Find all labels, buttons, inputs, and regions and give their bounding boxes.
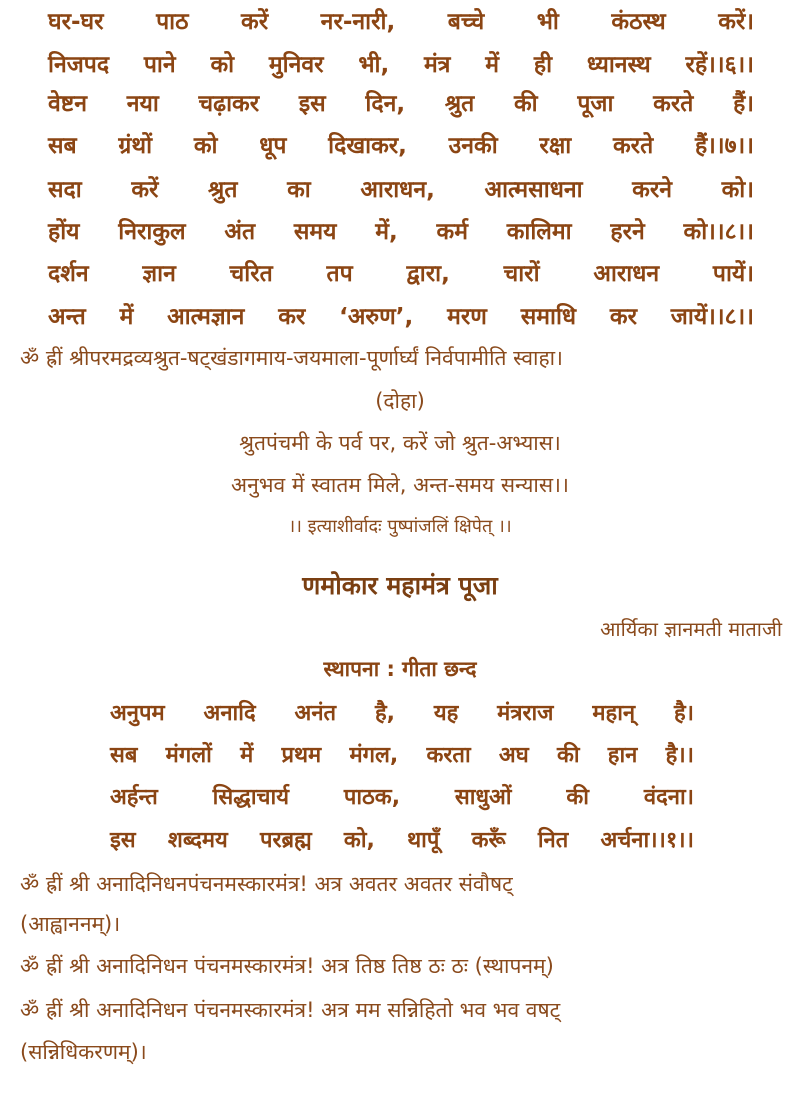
stanza-top-line-6: होंय निराकुल अंत समय में, कर्म कालिमा हरने को।।८।।	[48, 219, 754, 245]
ashirvad-line: ।। इत्याशीर्वादः पुष्पांजलिं क्षिपेत् ।।	[288, 516, 512, 537]
stanza-top-line-8: अन्त में आत्मज्ञान कर ‘अरुण’, मरण समाधि कर जायें।।८।।	[48, 304, 754, 330]
stanza-top-line-4: सब ग्रंथों को धूप दिखाकर, उनकी रक्षा करते हैं।।७।।	[48, 133, 754, 159]
stanza-top-line-1: घर-घर पाठ करें नर-नारी, बच्चे भी कंठस्थ करें।	[48, 9, 754, 35]
stanza-mid-line-3: अर्हन्त सिद्धाचार्य पाठक, साधुओं की वंदना।	[110, 785, 694, 810]
mantra-line-3: ॐ ह्रीं श्री अनादिनिधन पंचनमस्कारमंत्र! अत्र तिष्ठ तिष्ठ ठः ठः (स्थापनम्)	[20, 954, 554, 978]
page-title: णमोकार महामंत्र पूजा	[302, 571, 498, 600]
stanza-top-line-2: निजपद पाने को मुनिवर भी, मंत्र में ही ध्यानस्थ रहें।।६।।	[48, 52, 754, 78]
sthapana-heading: स्थापना : गीता छन्द	[323, 657, 477, 681]
stanza-top-line-3: वेष्टन नया चढ़ाकर इस दिन, श्रुत की पूजा करते हैं।	[48, 91, 754, 117]
jaymala-mantra: ॐ ह्रीं श्रीपरमद्रव्यश्रुत-षट्खंडागमाय-जयमाला-पूर्णार्घ्यं निर्वपामीति स्वाहा।	[20, 346, 563, 370]
mantra-line-5: (सन्निधिकरणम्)।	[20, 1040, 147, 1064]
mantra-line-1: ॐ ह्रीं श्री अनादिनिधनपंचनमस्कारमंत्र! अत्र अवतर अवतर संवौषट्	[20, 872, 513, 896]
mantra-line-2: (आह्वाननम्)।	[20, 912, 121, 936]
mantra-line-4: ॐ ह्रीं श्री अनादिनिधन पंचनमस्कारमंत्र! अत्र मम सन्निहितो भव भव वषट्	[20, 998, 561, 1022]
stanza-mid-line-2: सब मंगलों में प्रथम मंगल, करता अघ की हान है।।	[110, 743, 694, 768]
author-credit: आर्यिका ज्ञानमती माताजी	[600, 617, 782, 641]
stanza-top-line-5: सदा करें श्रुत का आराधन, आत्मसाधना करने को।	[48, 177, 754, 203]
stanza-top-line-7: दर्शन ज्ञान चरित तप द्वारा, चारों आराधन पायें।	[48, 261, 754, 287]
doha-heading: (दोहा)	[375, 389, 425, 413]
stanza-mid-line-1: अनुपम अनादि अनंत है, यह मंत्रराज महान् है।	[110, 701, 694, 726]
stanza-mid-line-4: इस शब्दमय परब्रह्म को, थापूँ करूँ नित अर्चना।।१।।	[110, 828, 694, 853]
doha-line-1: श्रुतपंचमी के पर्व पर, करें जो श्रुत-अभ्यास।	[239, 431, 561, 455]
doha-line-2: अनुभव में स्वातम मिले, अन्त-समय सन्यास।।	[231, 473, 569, 497]
